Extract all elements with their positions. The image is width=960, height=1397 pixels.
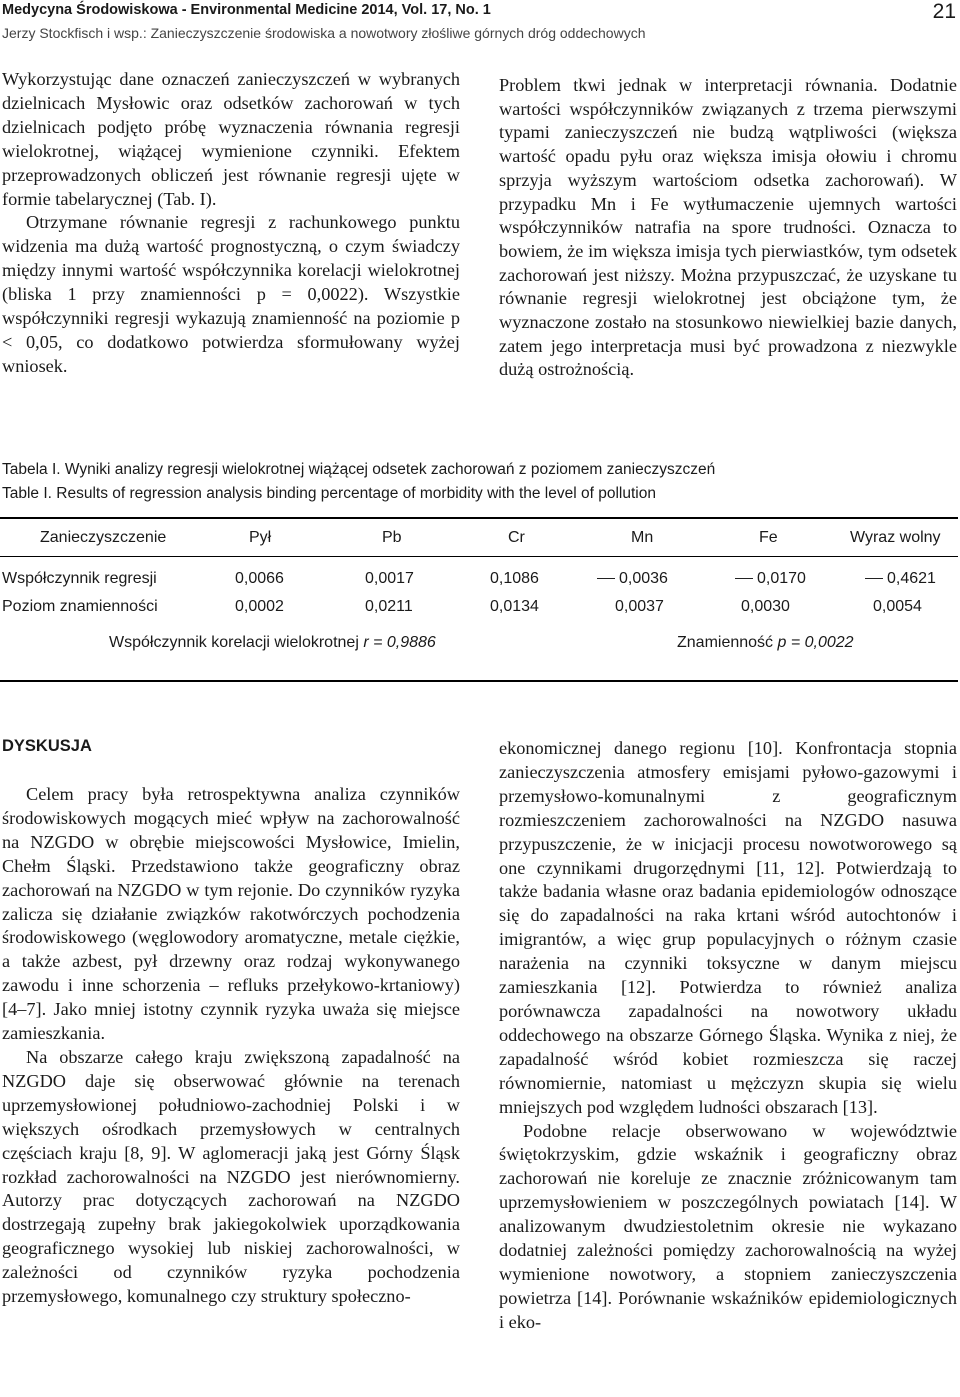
table-header-cell: Cr: [508, 529, 525, 546]
paragraph: Podobne relacje obserwowano w województwie świętokrzyskim, gdzie wskaźnik i geograficzny obraz zachorowań nie koreluje ze znacznie zróżnicowanym tam uprzemysłowieniem w poszczególnych powiatach [14]. W analizowanym dwudziestoletnim okresie nie wykazano dodatniej zależności pomiędzy zachorowalnością na wyżej wymienione nowotwory, a stopniem zanieczyszczenia powietrza [14]. Porównanie wskaźników epidemiologicznych i eko-: [499, 1120, 957, 1332]
table-row-label: Współczynnik regresji: [2, 570, 157, 587]
results-column-left: [2, 68, 460, 379]
results-column-right: [499, 74, 957, 382]
paragraph: ekonomicznej danego regionu [10]. Konfrontacja stopnia zanieczyszczenia atmosfery emisjami pyłowo-gazowymi i przemysłowo-komunalnymi z geograficznym rozmieszczeniem zachorowalności na NZGDO nasuwa przypuszczenie, że w inicjacji procesu nowotworowego są one czynnikami drugorzędnymi [11, 12]. Potwierdzają to także badania własne oraz badania epidemiologów odnoszące się do zapadalności na raka krtani wśród autochtonów i imigrantów, a więc grup populacyjnych o różnym czasie narażenia na czynniki toksyczne w danym miejscu zamieszkania [12]. Potwierdza to również analiza porównawcza zapadalności na nowotwory układu oddechowego na obszarze Górnego Śląska. Wynika z niej, że zapadalność wśród kobiet rozmieszcza się raczej równomiernie, natomiast u mężczyzn skupia się wielu mniejszych pod względem ludności obszarach [13].: [499, 738, 957, 1117]
table-header-cell: Zanieczyszczenie: [40, 529, 167, 546]
table-cell: 0,0037: [615, 598, 664, 615]
table-cell-negative: 0,4621: [865, 570, 936, 588]
paragraph: Na obszarze całego kraju zwiększoną zapadalność na NZGDO daje się obserwować głównie na terenach uprzemysłowionej południowo-zachodniej Polski i w większych ośrodkach przemysłowych w centralnych częściach kraju [8, 9]. W aglomeracji jaką jest Górny Śląsk rozkład zachorowalności na NZGDO jest nierównomierny. Autorzy prac dotyczących zachorowań na NZGDO dostrzegają zupełny brak jakiegokolwiek uporządkowania geograficznego wysokiej lub niskiej zachorowalności, w zależności od czynników ryzyka pochodzenia przemysłowego, komunalnego czy struktury społeczno-: [2, 1046, 460, 1307]
discussion-column-right: [499, 737, 957, 1335]
table-label-pl: Tabela I.: [2, 461, 61, 478]
paragraph: Celem pracy była retrospektywna analiza czynników środowiskowych mogących mieć wpływ na zachorowalność na NZGDO w obrębie miejscowości Mysłowice, Imielin, Chełm Śląski. Przedstawiono także geograficzny obraz zachorowań na NZGDO w tym rejonie. Do czynników ryzyka zalicza się działanie związków rakotwórczych pochodzenia środowiskowego (węglowodory aromatyczne, metale ciężkie, a także azbest, pył drzewny oraz rodzaj wykonywanego zawodu i inne schorzenia – refluks przełykowo-krtaniowy) [4–7]. Jako mniej istotny czynnik ryzyka uważa się miejsce zamieszkania.: [2, 784, 460, 1044]
table-top-rule: [0, 517, 958, 519]
journal-title: Medycyna Środowiskowa - Environmental Medicine 2014, Vol. 17, No. 1: [2, 2, 491, 18]
significance-label: Znamienność: [677, 634, 774, 651]
table-cell: 0,0017: [365, 570, 414, 587]
minus-sign-icon: [597, 578, 615, 579]
page-number: 21: [932, 0, 956, 23]
minus-sign-icon: [865, 578, 883, 579]
discussion-column-left: [2, 783, 460, 1309]
correlation-label: Współczynnik korelacji wielokrotnej: [109, 634, 359, 651]
table-row-label: Poziom znamienności: [2, 598, 158, 615]
table-header-cell: Fe: [759, 529, 778, 546]
correlation-summary: [109, 634, 436, 652]
table-cell-negative: 0,0170: [735, 570, 806, 588]
table-caption-en: [2, 485, 656, 503]
table-cell: 0,0030: [741, 598, 790, 615]
paragraph: Otrzymane równanie regresji z rachunkowego punktu widzenia ma dużą wartość prognostyczną, o czym świadczy między innymi wartość współczynnika korelacji wielokrotnej (bliska 1 przy znamienności p = 0,0022). Wszystkie współczynniki regresji wykazują znamienność na poziomie p < 0,05, co dodatkowo potwierdza sformułowany wyżej wniosek.: [2, 212, 460, 376]
table-header-cell: Wyraz wolny: [850, 529, 941, 546]
paragraph: Problem tkwi jednak w interpretacji równania. Dodatnie wartości współczynników związanych z trzema pierwszymi typami zanieczyszczeń nie budzą wątpliwości (większa wartość opadu pyłu oraz większa imisja ołowiu i chromu sprzyja wyższym wartościom odsetka zachorowań). W przypadku Mn i Fe wytłumaczenie ujemnych wartości współczynników natrafia na spore trudności. Oznacza to bowiem, że im większa imisja tych pierwiastków, tym odsetek zachorowań jest niższy. Można przypuszczać, że uzyskane tu równanie regresji wielokrotnej jest obciążone tym, że wyznaczone zostało na stosunkowo niewielkiej bazie danych, zatem jego interpretacja musi być prowadzona z niezwykle dużą ostrożnością.: [499, 75, 957, 380]
table-cell: 0,0211: [365, 598, 413, 615]
significance-value: p = 0,0022: [777, 634, 854, 651]
table-caption-text-en: Results of regression analysis binding percentage of morbidity with the level of pollution: [56, 485, 656, 502]
significance-summary: [677, 634, 854, 652]
table-header-rule: [0, 556, 958, 557]
table-cell-negative: 0,0036: [597, 570, 668, 588]
table-header-cell: Pył: [249, 529, 272, 546]
table-cell: 0,0134: [490, 598, 539, 615]
table-cell: 0,0002: [235, 598, 284, 615]
table-cell: 0,1086: [490, 570, 539, 587]
minus-sign-icon: [735, 578, 753, 579]
paragraph: Wykorzystując dane oznaczeń zanieczyszczeń w wybranych dzielnicach Mysłowic oraz odsetków zachorowań w tych dzielnicach podjęto próbę wyznaczenia równania regresji wielokrotnej, wiążącej wymienione czynniki. Efektem przeprowadzonych obliczeń jest równanie regresji ujęte w formie tabelarycznej (Tab. I).: [2, 69, 460, 209]
table-caption-pl: [2, 461, 715, 479]
table-bottom-rule: [0, 680, 958, 682]
running-header: Jerzy Stockfisch i wsp.: Zanieczyszczenie środowiska a nowotwory złośliwe górnych dróg oddechowych: [2, 25, 646, 41]
table-cell: 0,0054: [873, 598, 922, 615]
correlation-value: r = 0,9886: [363, 634, 436, 651]
table-caption-text-pl: Wyniki analizy regresji wielokrotnej wiążącej odsetek zachorowań z poziomem zanieczyszczeń: [64, 461, 716, 478]
table-header-cell: Mn: [631, 529, 654, 546]
section-heading: DYSKUSJA: [2, 737, 92, 755]
table-label-en: Table I.: [2, 485, 52, 502]
table-cell: 0,0066: [235, 570, 284, 587]
table-header-cell: Pb: [382, 529, 402, 546]
